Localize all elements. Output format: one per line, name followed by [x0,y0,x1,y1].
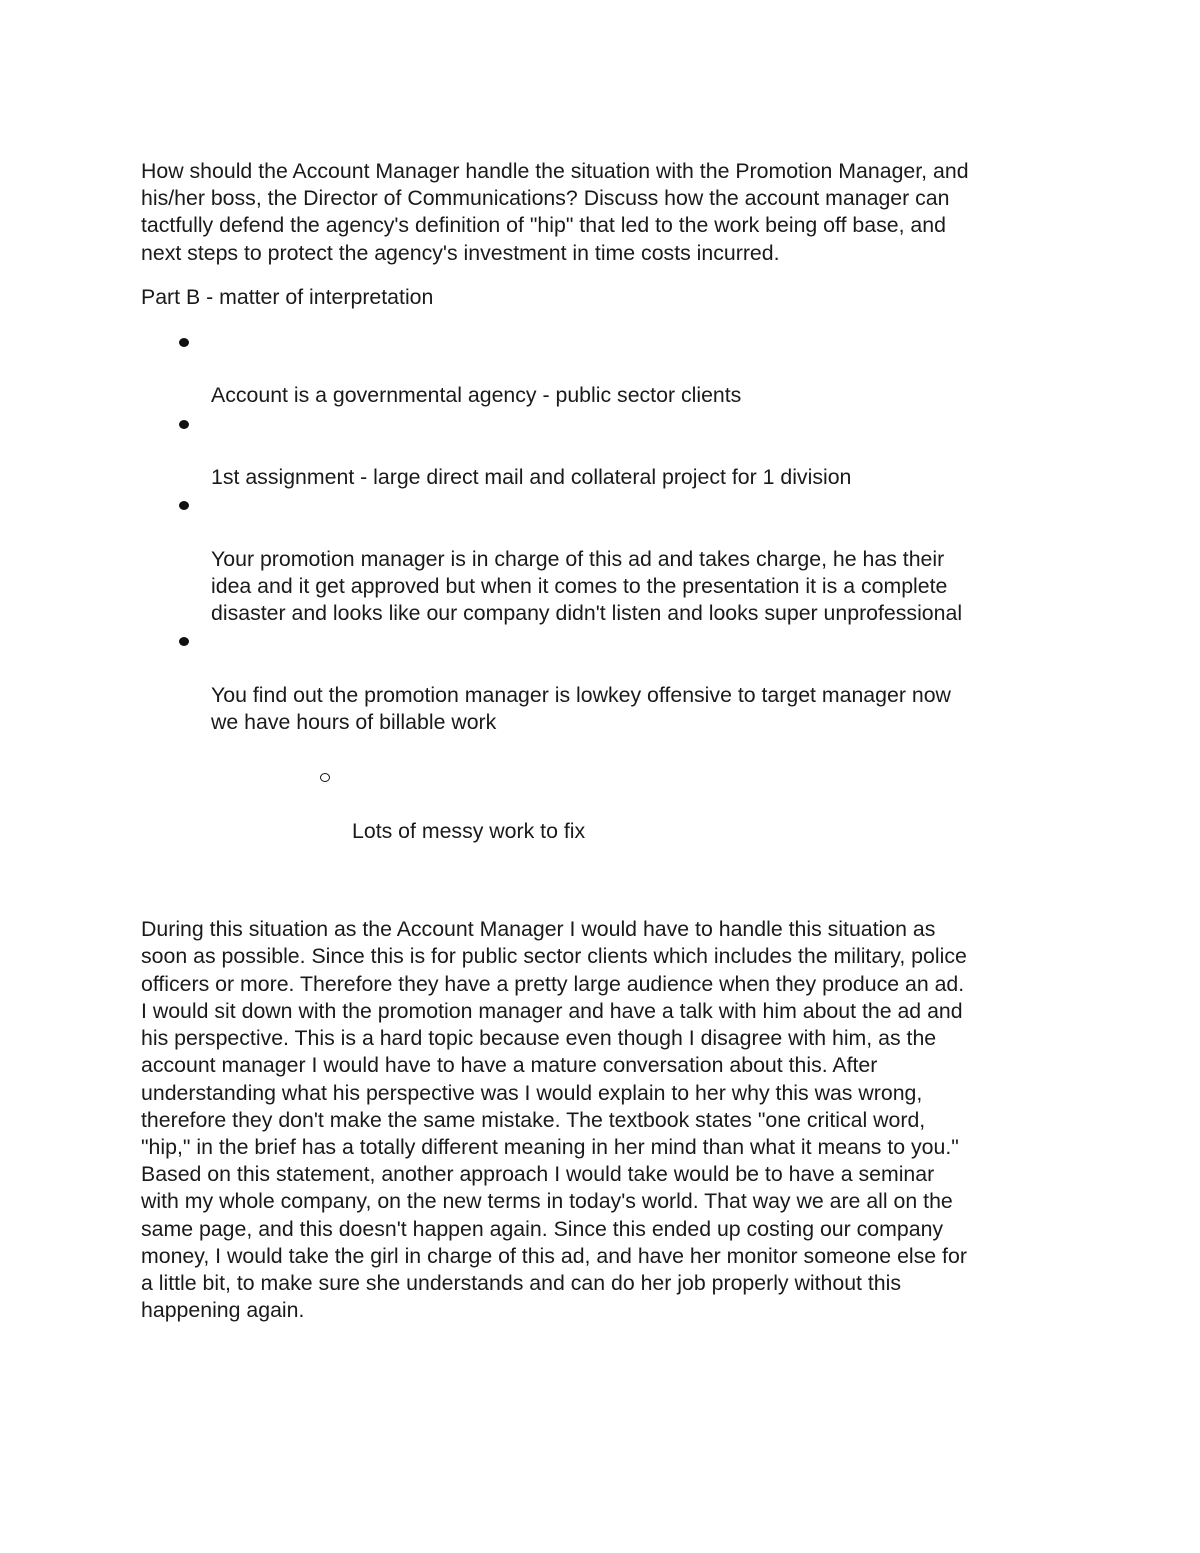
list-item [141,491,1071,627]
hollow-bullet-icon [320,773,330,782]
list-item [141,410,1071,492]
list-item-text: Account is a governmental agency - public sector clients [211,383,742,408]
sub-list-item [211,763,1071,845]
sub-list-item-text: Lots of messy work to fix [352,818,586,843]
list-item-text: Your promotion manager is in charge of this ad and takes charge, he has their idea and it get approved but when it comes to the presentation it is a complete disaster and looks like our company didn't listen and looks super unprofessional [211,546,963,626]
bullet-icon [179,338,189,347]
essay-paragraph: During this situation as the Account Manager I would have to handle this situation as soon as possible. Since this is for public sector clients which includes the military, police officers or more. Therefore they have a pretty large audience when they produce an ad. I would sit down with the promotion manager and have a talk with him about the ad and his perspective. This is a hard topic because even though I disagree with him, as the account manager I would have to have a mature conversation about this. After understanding what his perspective was I would explain to her why this was wrong, therefore they don't make the same mistake. The textbook states "one critical word, "hip," in the brief has a totally different meaning in her mind than what it means to you." Based on this statement, another approach I would take would be to have a seminar with my whole company, on the new terms in today's world. That way we are all on the same page, and this doesn't happen again. Since this ended up costing our company money, I would take the girl in charge of this ad, and have her monitor someone else for a little bit, to make sure she understands and can do her job properly without this happening again. [141,917,967,1323]
bullet-icon [179,637,189,646]
sub-bullet-list [211,736,1071,872]
question-paragraph: How should the Account Manager handle the situation with the Promotion Manager, and his/her boss, the Director of Communications? Discuss how the account manager can tactfully defend the agency's definition of "hip" that led to the work being off base, and next steps to protect the agency's investment in time costs incurred. [141,159,969,265]
list-item-text: 1st assignment - large direct mail and collateral project for 1 division [211,465,852,490]
bullet-icon [179,501,189,510]
list-item-text: You find out the promotion manager is lowkey offensive to target manager now we have hours of billable work [211,682,951,734]
list-item [141,627,1071,899]
bullet-list [141,328,1071,899]
list-item [141,328,1071,410]
document-page [141,158,1071,1324]
part-heading: Part B - matter of interpretation [141,284,434,309]
bullet-icon [179,420,189,429]
